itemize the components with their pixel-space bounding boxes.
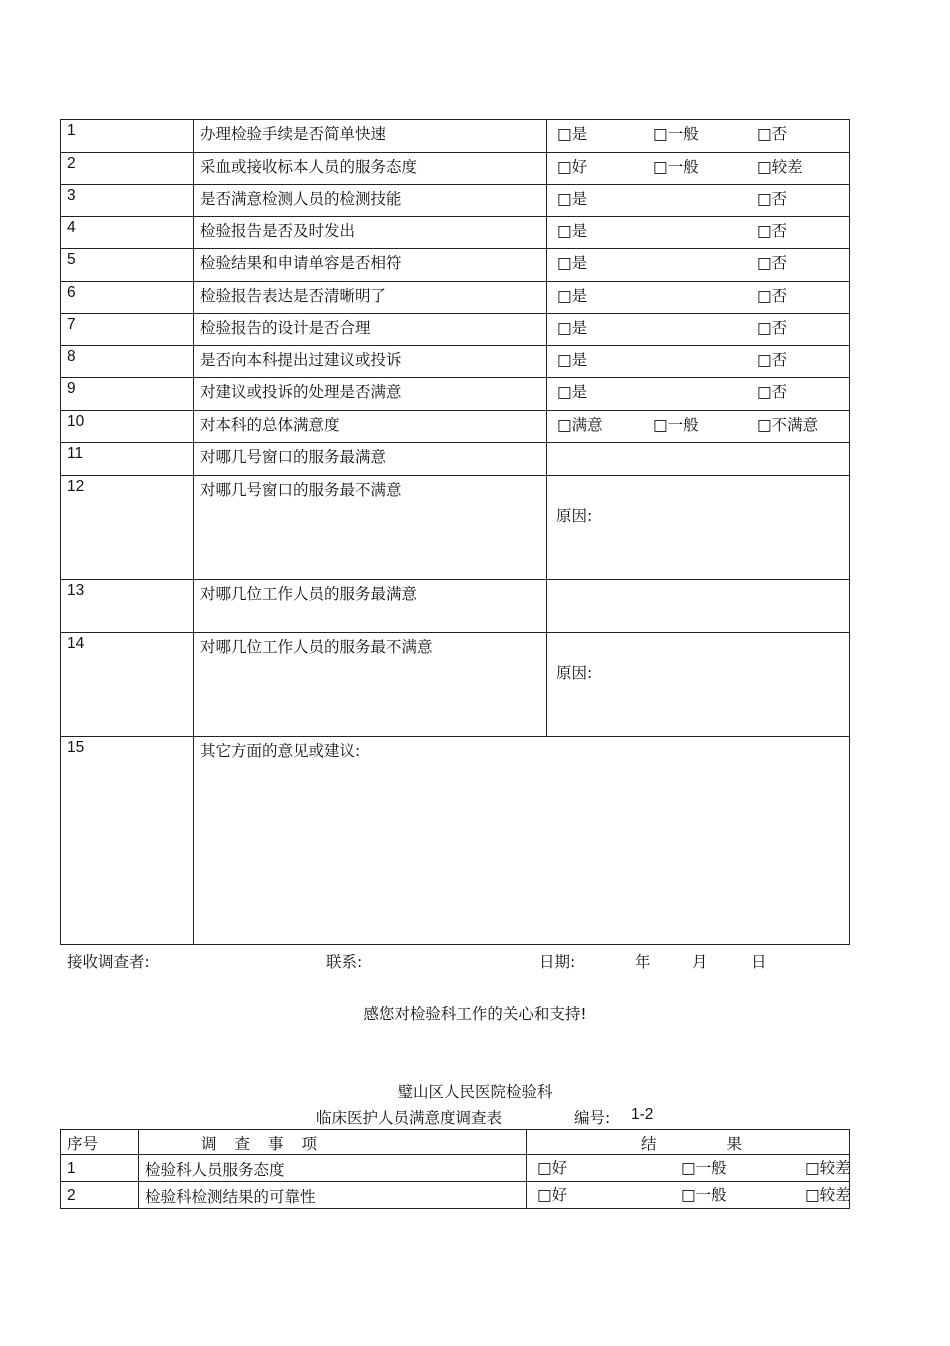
receiver-label: 接收调查者: bbox=[67, 953, 150, 971]
survey-row bbox=[61, 633, 850, 737]
option-checkbox[interactable]: □是 bbox=[557, 319, 588, 337]
option-checkbox[interactable]: □否 bbox=[757, 351, 788, 369]
survey-row bbox=[61, 737, 850, 945]
option-checkbox[interactable]: □较差 bbox=[805, 1159, 851, 1177]
header-item bbox=[139, 1130, 527, 1155]
survey-row bbox=[61, 282, 850, 314]
option-checkbox[interactable]: □是 bbox=[557, 125, 588, 143]
option-checkbox[interactable]: □否 bbox=[757, 319, 788, 337]
answer-cell[interactable] bbox=[547, 411, 850, 443]
answer-cell[interactable] bbox=[547, 120, 850, 153]
question-text: 对建议或投诉的处理是否满意 bbox=[194, 378, 547, 411]
row-item: 检验科人员服务态度 bbox=[139, 1155, 527, 1182]
survey-row bbox=[61, 153, 850, 185]
header-result bbox=[527, 1130, 850, 1155]
table-row bbox=[61, 1182, 850, 1209]
second-form-table bbox=[60, 1129, 850, 1209]
row-number: 1 bbox=[61, 120, 194, 153]
option-checkbox[interactable]: □较差 bbox=[805, 1186, 851, 1204]
row-num: 1 bbox=[61, 1155, 139, 1182]
contact-label: 联系: bbox=[326, 953, 363, 971]
header-item-text: 调查事项 bbox=[201, 1134, 336, 1153]
survey-row bbox=[61, 314, 850, 346]
option-checkbox[interactable]: □否 bbox=[757, 254, 788, 272]
question-text: 是否向本科提出过建议或投诉 bbox=[194, 346, 547, 378]
option-checkbox[interactable]: □是 bbox=[557, 254, 588, 272]
option-checkbox[interactable]: □一般 bbox=[653, 125, 699, 143]
row-number: 10 bbox=[61, 411, 194, 443]
thanks-text: 感您对检验科工作的关心和支持! bbox=[363, 1005, 587, 1023]
option-checkbox[interactable]: □好 bbox=[537, 1159, 568, 1177]
survey-row bbox=[61, 580, 850, 633]
answer-cell[interactable] bbox=[547, 249, 850, 282]
date-label: 日期: bbox=[539, 953, 576, 971]
row-options bbox=[527, 1182, 850, 1209]
option-checkbox[interactable]: □好 bbox=[537, 1186, 568, 1204]
table-row bbox=[61, 1155, 850, 1182]
row-number: 6 bbox=[61, 282, 194, 314]
question-text: 检验结果和申请单容是否相符 bbox=[194, 249, 547, 282]
answer-cell[interactable] bbox=[547, 633, 850, 737]
answer-cell[interactable] bbox=[547, 476, 850, 580]
code-label: 编号: bbox=[574, 1109, 611, 1127]
question-text: 对哪几位工作人员的服务最不满意 bbox=[194, 633, 547, 737]
form-title: 临床医护人员满意度调查表 bbox=[316, 1109, 503, 1127]
question-text: 其它方面的意见或建议: bbox=[194, 737, 850, 945]
option-checkbox[interactable]: □一般 bbox=[653, 158, 699, 176]
question-text: 对哪几号窗口的服务最不满意 bbox=[194, 476, 547, 580]
answer-cell[interactable] bbox=[547, 314, 850, 346]
row-number: 12 bbox=[61, 476, 194, 580]
row-number: 4 bbox=[61, 217, 194, 249]
row-options bbox=[527, 1155, 850, 1182]
answer-cell[interactable] bbox=[547, 282, 850, 314]
year-label: 年 bbox=[635, 953, 651, 971]
day-label: 日 bbox=[751, 953, 767, 971]
answer-cell[interactable] bbox=[547, 346, 850, 378]
question-text: 对本科的总体满意度 bbox=[194, 411, 547, 443]
reason-label: 原因: bbox=[556, 507, 593, 525]
option-checkbox[interactable]: □是 bbox=[557, 383, 588, 401]
survey-row bbox=[61, 120, 850, 153]
row-number: 13 bbox=[61, 580, 194, 633]
header-num: 序号 bbox=[61, 1130, 139, 1155]
option-checkbox[interactable]: □否 bbox=[757, 125, 788, 143]
header-row bbox=[61, 1130, 850, 1155]
option-checkbox[interactable]: □是 bbox=[557, 351, 588, 369]
row-number: 7 bbox=[61, 314, 194, 346]
row-number: 11 bbox=[61, 443, 194, 476]
survey-row bbox=[61, 411, 850, 443]
row-number: 2 bbox=[61, 153, 194, 185]
question-text: 检验报告的设计是否合理 bbox=[194, 314, 547, 346]
header-result-text: 结果 bbox=[641, 1134, 813, 1153]
survey-row bbox=[61, 249, 850, 282]
question-text: 对哪几位工作人员的服务最满意 bbox=[194, 580, 547, 633]
month-label: 月 bbox=[692, 953, 708, 971]
question-text: 检验报告表达是否清晰明了 bbox=[194, 282, 547, 314]
option-checkbox[interactable]: □是 bbox=[557, 287, 588, 305]
option-checkbox[interactable]: □一般 bbox=[653, 416, 699, 434]
option-checkbox[interactable]: □不满意 bbox=[757, 416, 819, 434]
row-number: 14 bbox=[61, 633, 194, 737]
option-checkbox[interactable]: □否 bbox=[757, 222, 788, 240]
question-text: 对哪几号窗口的服务最满意 bbox=[194, 443, 547, 476]
reason-label: 原因: bbox=[556, 664, 593, 682]
option-checkbox[interactable]: □否 bbox=[757, 383, 788, 401]
answer-cell[interactable] bbox=[547, 443, 850, 476]
survey-row bbox=[61, 217, 850, 249]
survey-row bbox=[61, 476, 850, 580]
org-title: 璧山区人民医院检验科 bbox=[397, 1083, 553, 1101]
question-text: 是否满意检测人员的检测技能 bbox=[194, 185, 547, 217]
option-checkbox[interactable]: □满意 bbox=[557, 416, 603, 434]
option-checkbox[interactable]: □否 bbox=[757, 287, 788, 305]
option-checkbox[interactable]: □一般 bbox=[681, 1186, 727, 1204]
row-item: 检验科检测结果的可靠性 bbox=[139, 1182, 527, 1209]
row-number: 9 bbox=[61, 378, 194, 411]
option-checkbox[interactable]: □一般 bbox=[681, 1159, 727, 1177]
code-value: 1-2 bbox=[631, 1106, 654, 1123]
question-text: 检验报告是否及时发出 bbox=[194, 217, 547, 249]
row-number: 15 bbox=[61, 737, 194, 945]
option-checkbox[interactable]: □好 bbox=[557, 158, 588, 176]
survey-row bbox=[61, 185, 850, 217]
survey-table bbox=[60, 119, 850, 945]
option-checkbox[interactable]: □较差 bbox=[757, 158, 803, 176]
row-number: 8 bbox=[61, 346, 194, 378]
survey-row bbox=[61, 378, 850, 411]
survey-row bbox=[61, 443, 850, 476]
row-num: 2 bbox=[61, 1182, 139, 1209]
row-number: 3 bbox=[61, 185, 194, 217]
question-text: 采血或接收标本人员的服务态度 bbox=[194, 153, 547, 185]
answer-cell[interactable] bbox=[547, 580, 850, 633]
answer-cell[interactable] bbox=[547, 153, 850, 185]
question-text: 办理检验手续是否简单快速 bbox=[194, 120, 547, 153]
row-number: 5 bbox=[61, 249, 194, 282]
answer-cell[interactable] bbox=[547, 378, 850, 411]
answer-cell[interactable] bbox=[547, 217, 850, 249]
option-checkbox[interactable]: □是 bbox=[557, 190, 588, 208]
option-checkbox[interactable]: □否 bbox=[757, 190, 788, 208]
option-checkbox[interactable]: □是 bbox=[557, 222, 588, 240]
survey-row bbox=[61, 346, 850, 378]
answer-cell[interactable] bbox=[547, 185, 850, 217]
